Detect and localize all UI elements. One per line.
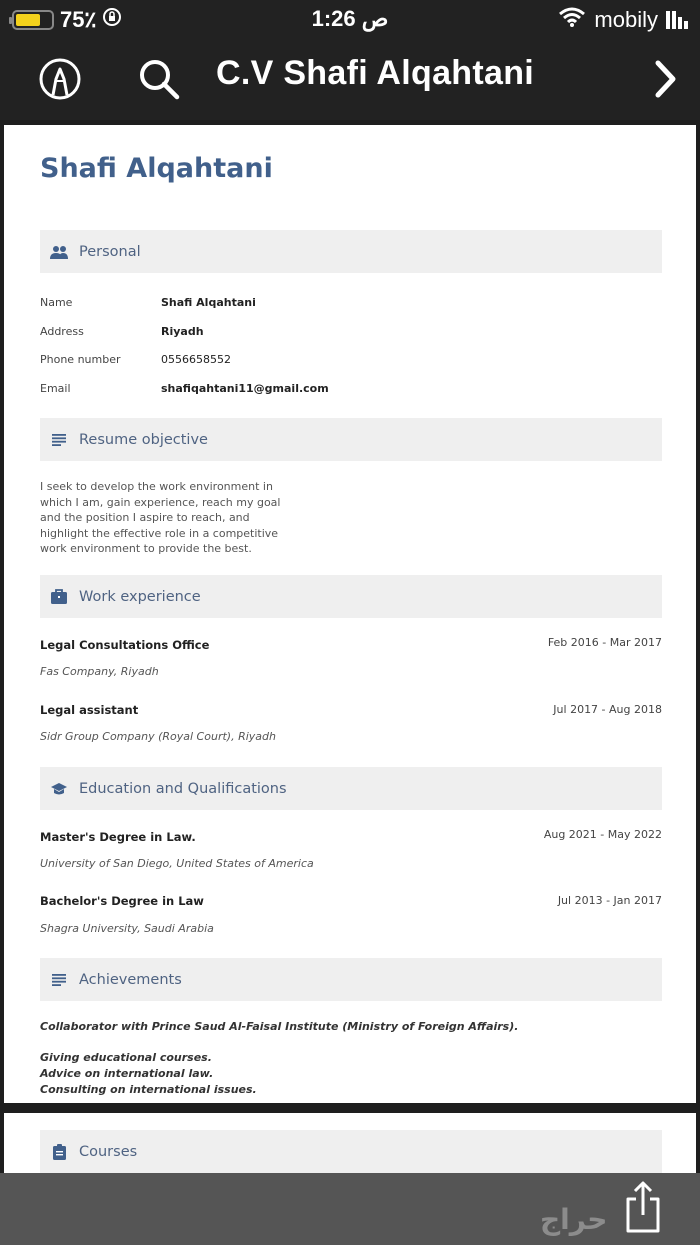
chevron-right-icon[interactable] <box>642 56 688 102</box>
section-work-header <box>40 575 662 618</box>
achievement-item: Advice on international law. <box>40 1067 214 1080</box>
carrier-name: mobily <box>594 7 658 32</box>
bottom-toolbar <box>0 1173 700 1245</box>
battery-percent: 75٪ <box>60 7 97 32</box>
entry-date: Aug 2021 - May 2022 <box>543 828 662 841</box>
field-value-phone: 0556658552 <box>161 353 231 366</box>
search-icon[interactable] <box>136 56 182 102</box>
field-label: Name <box>40 296 73 309</box>
achievement-item: Consulting on international issues. <box>40 1083 257 1096</box>
section-objective-header <box>40 418 662 461</box>
document-title: C.V Shafi Alqahtani <box>216 54 535 92</box>
section-personal-header <box>40 230 662 273</box>
briefcase-icon <box>50 588 68 606</box>
section-title: Education and Qualifications <box>79 780 287 797</box>
clipboard-icon <box>50 1143 68 1161</box>
section-courses-header <box>40 1130 662 1173</box>
graduation-cap-icon <box>50 780 68 798</box>
status-right <box>558 6 688 34</box>
nav-bar <box>0 40 700 120</box>
field-label: Phone number <box>40 353 121 366</box>
watermark-logo: حراج <box>540 1203 608 1236</box>
cv-page-1 <box>4 125 696 1103</box>
entry-title: Bachelor's Degree in Law <box>40 894 204 908</box>
entry-subtitle: University of San Diego, United States of America <box>40 857 314 870</box>
entry-title: Master's Degree in Law. <box>40 830 196 844</box>
clock: 1:26 ص <box>311 6 389 31</box>
cv-name-heading: Shafi Alqahtani <box>40 153 273 184</box>
field-value-email[interactable]: shafiqahtani11@gmail.com <box>161 382 329 395</box>
objective-text: I seek to develop the work environment in which I am, gain experience, reach my goal and the position I aspire to reach, and highlight the effective role in a competitive work environment to provide the best. <box>40 480 281 555</box>
entry-subtitle: Fas Company, Riyadh <box>40 665 159 678</box>
field-value-address: Riyadh <box>161 325 204 338</box>
entry-date: Jul 2017 - Aug 2018 <box>553 703 662 716</box>
entry-title: Legal assistant <box>40 703 139 717</box>
share-icon[interactable] <box>618 1179 668 1239</box>
field-label: Address <box>40 325 84 338</box>
entry-subtitle: Sidr Group Company (Royal Court), Riyadh <box>40 730 276 743</box>
entry-subtitle: Shagra University, Saudi Arabia <box>40 922 214 935</box>
markup-pen-icon[interactable] <box>37 56 83 102</box>
people-icon <box>50 243 68 261</box>
section-title: Work experience <box>79 588 201 605</box>
section-title: Resume objective <box>79 431 208 448</box>
signal-icon <box>666 11 688 29</box>
wifi-icon <box>558 6 586 34</box>
achievement-item: Giving educational courses. <box>40 1051 212 1064</box>
entry-date: Jul 2013 - Jan 2017 <box>557 894 662 907</box>
text-lines-icon <box>50 971 68 989</box>
field-label: Email <box>40 382 71 395</box>
field-value-name: Shafi Alqahtani <box>161 296 256 309</box>
section-achievements-header <box>40 958 662 1001</box>
section-title: Personal <box>79 243 141 260</box>
section-education-header <box>40 767 662 810</box>
achievement-item: Collaborator with Prince Saud Al-Faisal Institute (Ministry of Foreign Affairs). <box>40 1020 519 1033</box>
status-bar <box>0 0 700 40</box>
cv-page-2 <box>4 1113 696 1173</box>
section-title: Achievements <box>79 971 182 988</box>
section-title: Courses <box>79 1143 138 1160</box>
text-lines-icon <box>50 431 68 449</box>
entry-date: Feb 2016 - Mar 2017 <box>547 636 662 649</box>
entry-title: Legal Consultations Office <box>40 638 210 652</box>
